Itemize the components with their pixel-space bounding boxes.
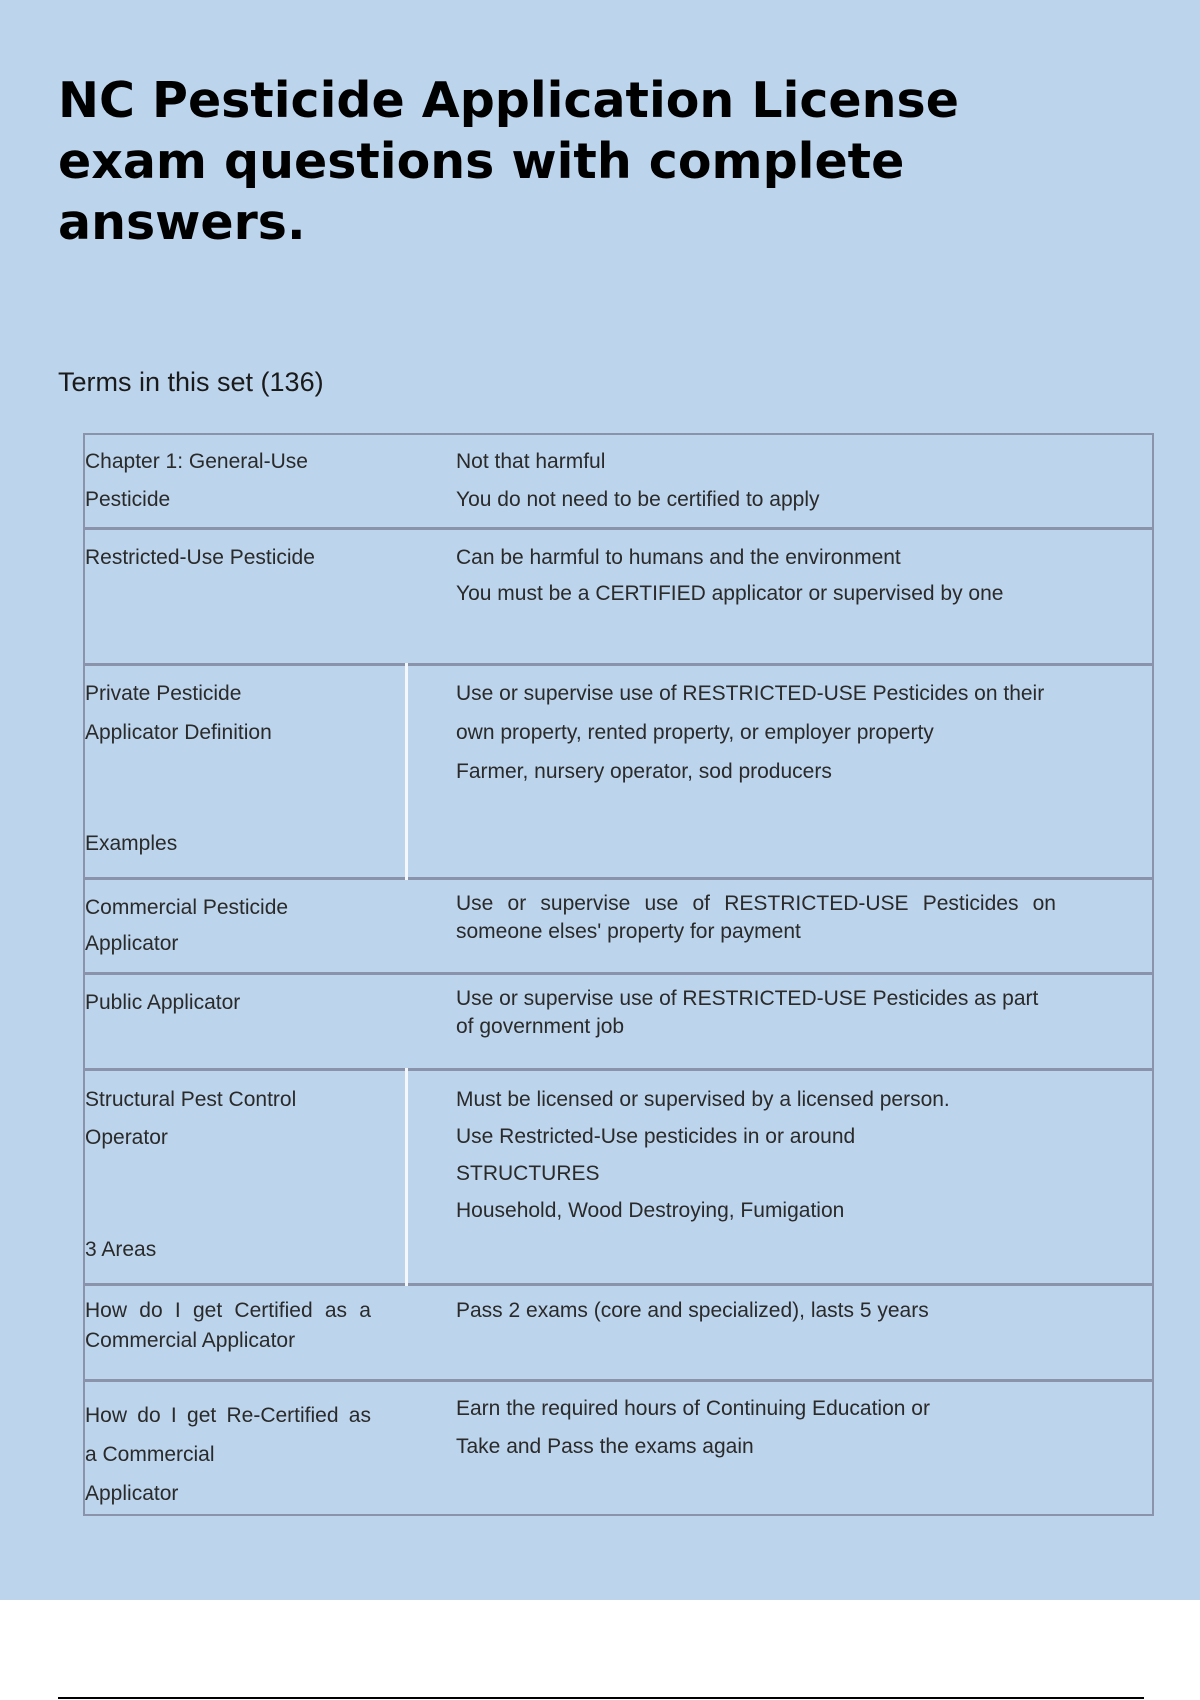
definition-text: Farmer, nursery operator, sod producers — [456, 759, 832, 783]
term-text: Structural Pest Control — [85, 1087, 297, 1111]
term-row — [84, 1284, 1153, 1380]
definition-text: You must be a CERTIFIED applicator or supervised by one — [456, 581, 1004, 605]
term-cell — [84, 1069, 407, 1284]
column-divider — [407, 664, 457, 878]
term-text: Commercial Pesticide — [85, 895, 289, 919]
definition-text: Use or supervise use of RESTRICTED-USE Pesticides on — [456, 891, 1056, 915]
term-text: Applicator Definition — [85, 720, 272, 744]
term-note: 3 Areas — [85, 1237, 157, 1261]
definition-cell — [456, 528, 1153, 664]
definition-cell — [456, 973, 1153, 1069]
term-text: Restricted-Use Pesticide — [85, 545, 315, 569]
term-text: Applicator — [85, 1481, 179, 1505]
definition-text: Take and Pass the exams again — [456, 1434, 754, 1458]
definition-text: Use or supervise use of RESTRICTED-USE Pesticides on their — [456, 681, 1045, 705]
term-text: How do I get Re-Certified as — [85, 1403, 371, 1427]
definition-text: Can be harmful to humans and the environment — [456, 545, 901, 569]
term-cell — [84, 1380, 407, 1515]
definition-text: Must be licensed or supervised by a licensed person. — [456, 1087, 950, 1111]
definition-text: STRUCTURES — [456, 1161, 600, 1185]
term-text: Pesticide — [85, 488, 171, 511]
term-cell — [84, 528, 407, 664]
term-cell — [84, 434, 407, 528]
term-text: a Commercial — [85, 1442, 215, 1466]
definition-cell — [456, 878, 1153, 973]
term-text: Operator — [85, 1125, 168, 1149]
definition-text: of government job — [456, 1014, 625, 1038]
definition-text: Pass 2 exams (core and specialized), lasts 5 years — [456, 1298, 929, 1322]
term-row — [84, 434, 1153, 528]
term-note: Examples — [85, 831, 178, 855]
definition-text: someone elses' property for payment — [456, 919, 801, 943]
term-cell — [84, 973, 407, 1069]
column-divider — [407, 1069, 457, 1284]
definition-cell — [456, 1284, 1153, 1380]
term-row — [84, 528, 1153, 664]
definition-text: Household, Wood Destroying, Fumigation — [456, 1198, 845, 1222]
term-row — [84, 1380, 1153, 1515]
term-row — [84, 973, 1153, 1069]
terms-count-heading: Terms in this set (136) — [58, 367, 324, 397]
term-row — [84, 1069, 1153, 1284]
definition-text: You do not need to be certified to apply — [456, 488, 820, 511]
definition-text: Use Restricted-Use pesticides in or around — [456, 1124, 856, 1148]
definition-text: own property, rented property, or employer property — [456, 720, 934, 744]
term-text: How do I get Certified as a — [85, 1298, 371, 1322]
term-cell — [84, 664, 407, 878]
definition-cell — [456, 664, 1153, 878]
term-text: Commercial Applicator — [85, 1328, 296, 1352]
definition-cell — [456, 434, 1153, 528]
document-title: NC Pesticide Application License exam questions with complete answers. — [58, 72, 959, 251]
term-row — [84, 878, 1153, 973]
term-text: Applicator — [85, 931, 179, 955]
definition-cell — [456, 1069, 1153, 1284]
definition-text: Earn the required hours of Continuing Education or — [456, 1396, 930, 1420]
term-text: Public Applicator — [85, 990, 241, 1014]
terms-table — [83, 433, 1154, 1516]
term-row — [84, 664, 1153, 878]
term-text: Private Pesticide — [85, 681, 242, 705]
term-text: Chapter 1: General-Use — [85, 450, 308, 473]
definition-cell — [456, 1380, 1153, 1515]
footer-rule — [58, 1697, 1144, 1699]
definition-text: Use or supervise use of RESTRICTED-USE Pesticides as part — [456, 986, 1039, 1010]
definition-text: Not that harmful — [456, 450, 606, 473]
term-cell — [84, 878, 407, 973]
term-cell — [84, 1284, 407, 1380]
